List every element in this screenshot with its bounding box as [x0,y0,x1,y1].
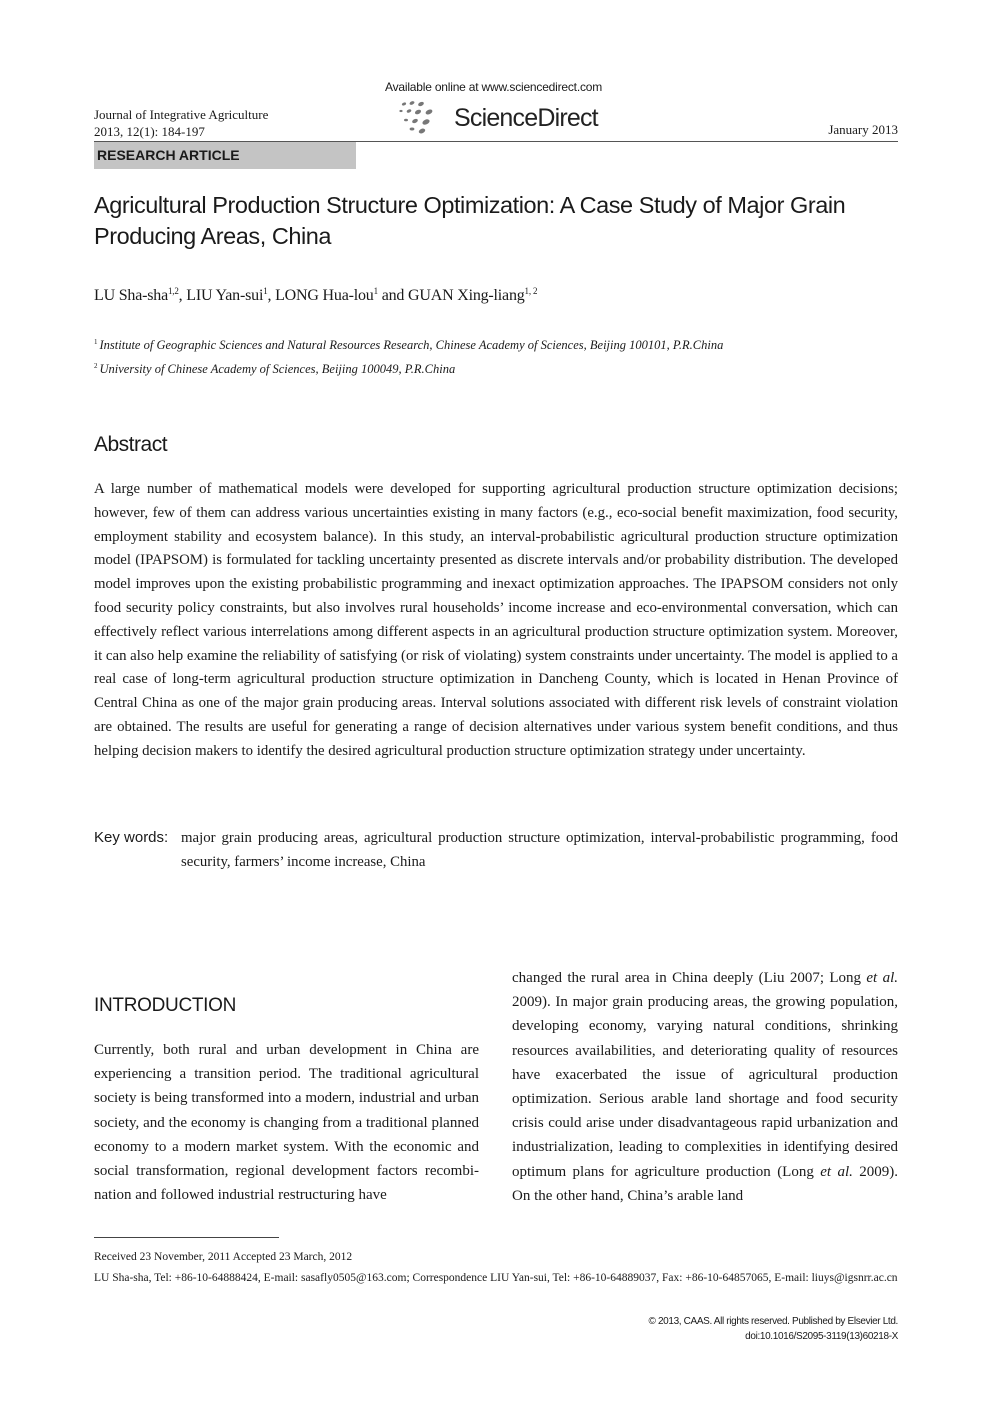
author-name: LONG Hua-lou [275,287,374,304]
abstract-text: A large number of mathematical models were developed for supporting agricultural production structure optimization decisions; however, few of them can address various uncertainties existing in many factors (e.g., eco-social benefit maximization, food security, employment stability and ecosystem balance). In this study, an interval-probabilistic agricultural production structure optimization model (IPAPSOM) is formulated for tackling uncertainty presented as discrete intervals and/or probability distribution. The developed model improves upon the existing probabilistic programming and inexact optimization approaches. The IPAPSOM considers not only food security policy constraints, but also involves rural households’ income increase and eco-environmental conversation, which can effectively reflect various interrelations among different aspects in an agricultural production structure optimization system. Moreover, it can also help examine the reliability of satisfying (or risk of violating) system constraints under uncertainty. The model is applied to a real case of long-term agricultural production structure optimization in Dancheng County, which is located in Henan Province of Central China as one of the major grain producing areas. Interval solutions associated with different risk levels of constraint violation are obtained. The results are useful for generating a range of decision alternatives under various system benefit conditions, and thus helping decision makers to identify the desired agricultural production structure optimization strategy under uncertainty. [94,481,898,759]
article-title: Agricultural Production Structure Optimization: A Case Study of Major Grain Producing Areas, China [94,192,846,249]
keywords-text: major grain producing areas, agricultural production structure optimization, interval-probabilistic programming, food security, farmers’ income increase, China [181,830,898,870]
author-affiliation-mark: 1 [373,286,378,296]
sciencedirect-wordmark: ScienceDirect [454,103,598,132]
doi-identifier: doi:10.1016/S2095-3119(13)60218-X [745,1331,898,1342]
journal-citation [94,106,268,140]
affiliation-number: 1 [94,338,98,346]
affiliation-item [94,332,723,356]
author-affiliation-mark: 1,2 [168,286,179,296]
sciencedirect-dots-icon [398,100,446,136]
body-text-run: changed the rural area in China deeply (Liu 2007; Long [512,970,867,986]
author-list [94,286,537,305]
affiliation-text: University of Chinese Academy of Sciences, Beijing 100049, P.R.China [99,362,456,376]
author-name: GUAN Xing-liang [408,287,525,304]
introduction-heading: INTRODUCTION [94,995,237,1016]
affiliation-number: 2 [94,362,98,370]
article-type-banner: RESEARCH ARTICLE [94,142,356,169]
copyright-notice: © 2013, CAAS. All rights reserved. Published by Elsevier Ltd. [648,1316,898,1327]
body-text-run: 2009). On the other hand, China’s arable land [512,1163,899,1204]
author-name: LIU Yan-sui [186,287,264,304]
author-affiliation-mark: 1 [263,286,268,296]
citation-et-al: et al. [820,1163,853,1180]
abstract-heading: Abstract [94,433,168,456]
citation-et-al: et al. [866,970,898,986]
affiliation-list [94,332,723,380]
publication-date: January 2013 [828,122,898,137]
received-dates: Received 23 November, 2011 Accepted 23 March, 2012 [94,1251,353,1263]
introduction-left-column: Currently, both rural and urban development in China are experiencing a transition period. The traditional agricultural society is being transformed into a modern, industrial and urban society, and the economy is changing from a traditional planned economy to a modern market system. With the economic and social transformation, regional development factors recombination and followed industrial restructuring have [94,1042,479,1204]
keywords-label: Key words: [94,829,169,846]
author-affiliation-mark: 1, 2 [524,286,538,296]
journal-volume: 2013, 12(1): 184-197 [94,124,205,139]
footnote-divider [94,1237,279,1238]
available-online-note: Available online at www.sciencedirect.com [385,80,603,94]
author-separator: , [267,287,276,304]
journal-name: Journal of Integrative Agriculture [94,107,269,122]
author-separator: and [377,287,408,304]
introduction-right-column [512,966,898,1208]
affiliation-item [94,356,723,380]
author-separator: , [178,287,187,304]
body-text-run: 2009). In major grain producing areas, the growing population, developing economy, varying natural conditions, shrinking resources availabilities, and deteriorating quality of resources have exacerbated the issue of agricultural production optimization. Serious arable land shortage and food security crisis could arise under disadvantageous rapid urbanization and industrialization, leading to complexities in identifying desired optimum plans for agriculture production (Long [512,994,898,1180]
affiliation-text: Institute of Geographic Sciences and Natural Resources Research, Chinese Academy of Sciences, Beijing 100101, P.R.China [99,338,724,352]
sciencedirect-logo [398,100,598,136]
correspondence-note: LU Sha-sha, Tel: +86-10-64888424, E-mail: sasafly0505@163.com; Correspondence LIU Yan-sui, Tel: +86-10-64889037, Fax: +86-10-64857065, E-mail: liuys@igsnrr.ac.cn [94,1272,898,1284]
author-name: LU Sha-sha [94,287,168,304]
